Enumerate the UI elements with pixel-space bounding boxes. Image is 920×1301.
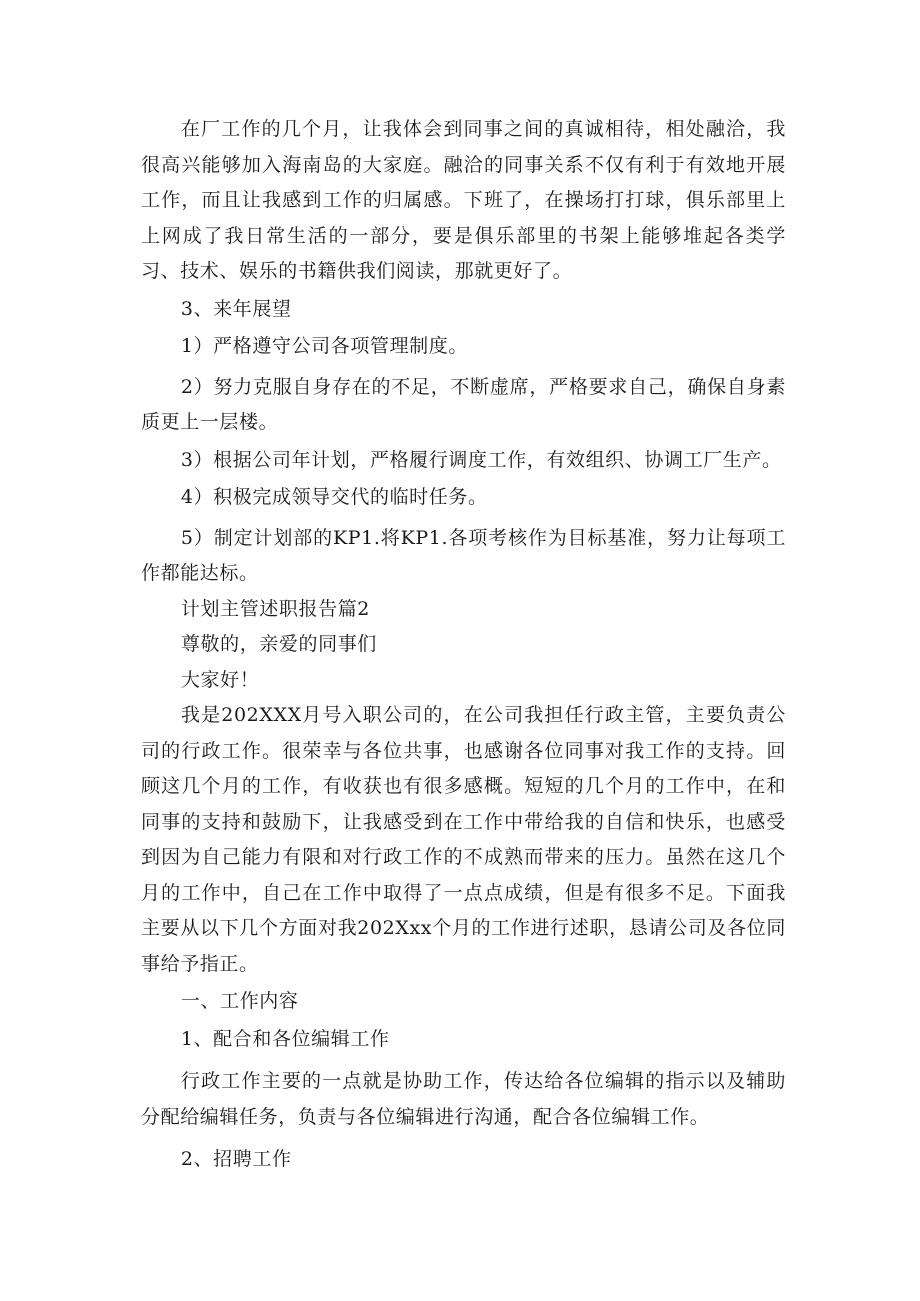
list-item-3: 3）根据公司年计划，严格履行调度工作，有效组织、协调工厂生产。 (180, 448, 782, 471)
list-item-4: 4）积极完成领导交代的临时任务。 (180, 486, 488, 508)
greeting: 大家好！ (180, 668, 260, 691)
heading-cooperate-editors: 1、配合和各位编辑工作 (180, 1027, 390, 1050)
list-item-2: 2）努力克服自身存在的不足，不断虚席，严格要求自己，确保自身素质更上一层楼。 (141, 375, 786, 433)
document-body (141, 112, 786, 1178)
paragraph-admin-work: 行政工作主要的一点就是协助工作，传达给各位编辑的指示以及辅助分配给编辑任务，负责与各位编辑进行沟通，配合各位编辑工作。 (141, 1070, 786, 1128)
list-item-5: 5）制定计划部的KP1.将KP1.各项考核作为目标基准，努力让每项工作都能达标。 (141, 526, 786, 584)
heading-next-year-outlook: 3、来年展望 (180, 297, 292, 320)
section-title-report-2: 计划主管述职报告篇2 (180, 597, 370, 620)
list-item-1: 1）严格遵守公司各项管理制度。 (180, 335, 468, 357)
paragraph-introduction: 我是202XXX月号入职公司的，在公司我担任行政主管，主要负责公司的行政工作。很荣幸与各位共事，也感谢各位同事对我工作的支持。回顾这几个月的工作，有收获也有很多感概。短短的几个月的工作中，在和同事的支持和鼓励下，让我感受到在工作中带给我的自信和快乐，也感受到因为自己能力有限和对行政工作的不成熟而带来的压力。虽然在这几个月的工作中，自己在工作中取得了一点点成绩，但是有很多不足。下面我主要从以下几个方面对我202Xxx个月的工作进行述职，恳请公司及各位同事给予指正。 (141, 704, 786, 975)
heading-recruitment: 2、招聘工作 (180, 1148, 292, 1170)
paragraph-workplace-relations: 在厂工作的几个月，让我体会到同事之间的真诚相待，相处融洽，我很高兴能够加入海南岛的大家庭。融洽的同事关系不仅有利于有效地开展工作，而且让我感到工作的归属感。下班了，在操场打打球，俱乐部里上上网成了我日常生活的一部分，要是俱乐部里的书架上能够堆起各类学习、技术、娱乐的书籍供我们阅读，那就更好了。 (141, 118, 786, 282)
salutation: 尊敬的，亲爱的同事们 (180, 633, 377, 655)
heading-work-content: 一、工作内容 (180, 990, 299, 1012)
